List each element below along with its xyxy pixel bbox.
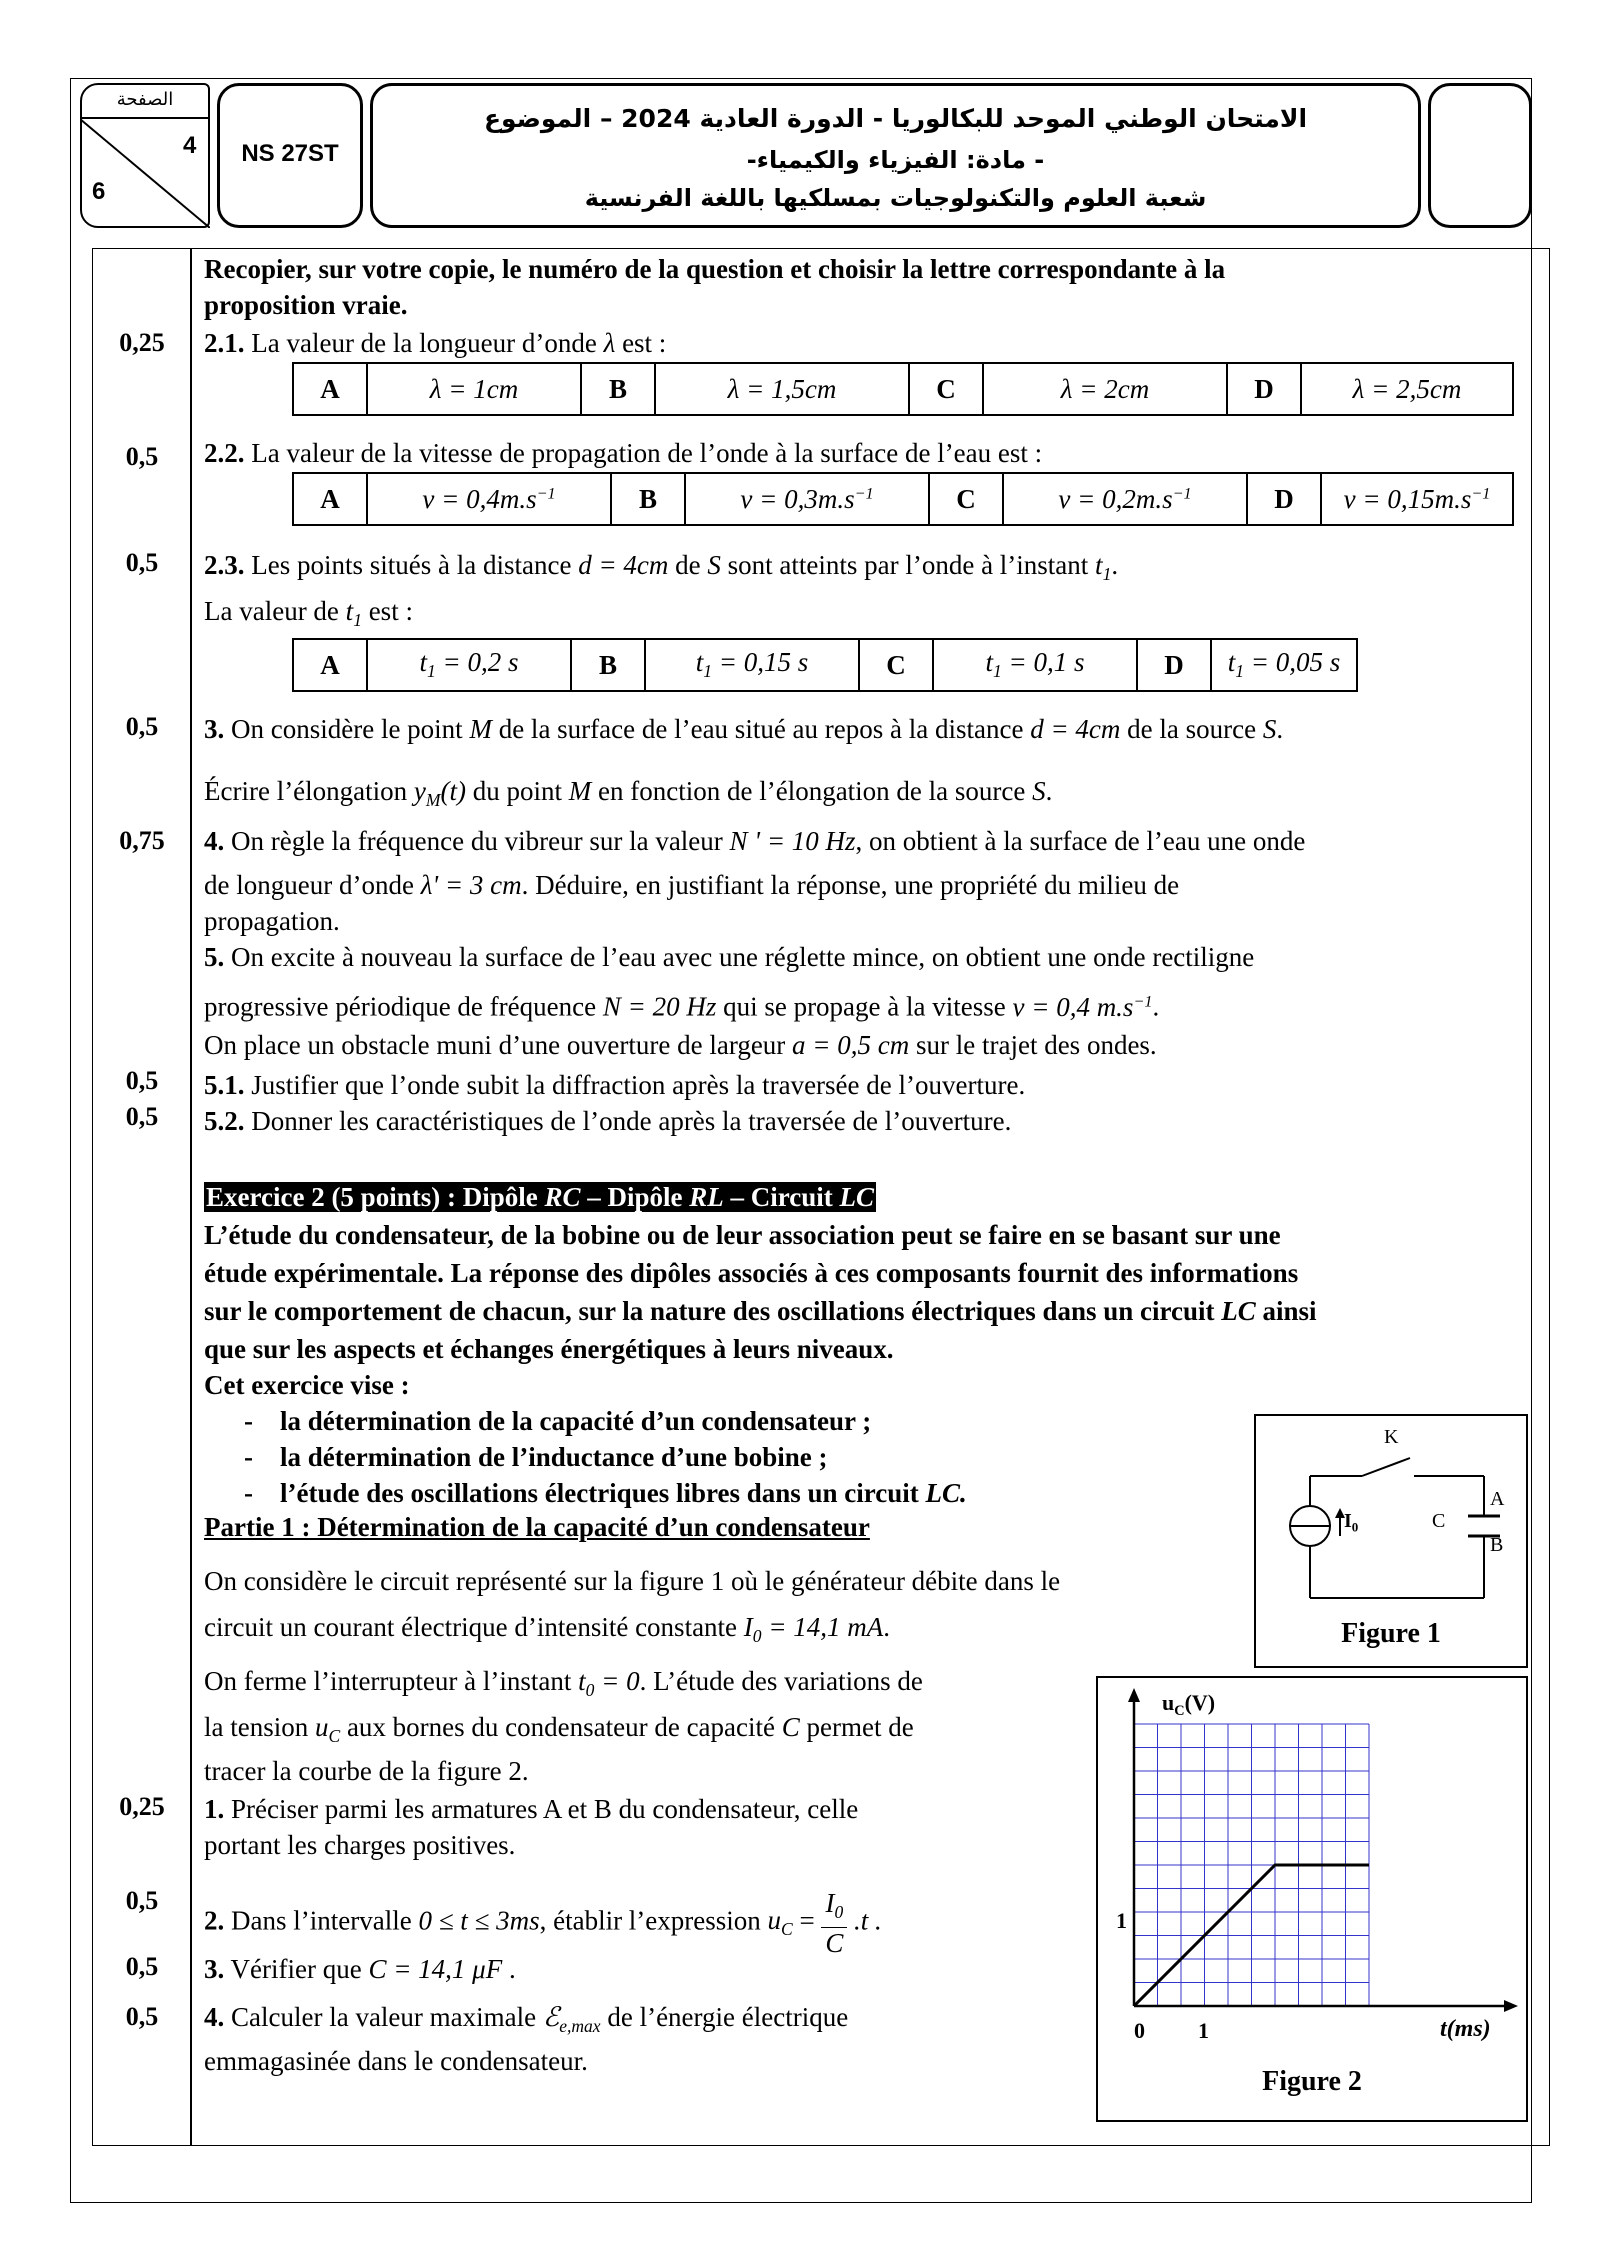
ex2-question-2: 2. Dans l’intervalle 0 ≤ t ≤ 3ms, établir l’expression $u_C$ = $\frac{I_0}{C}$ .t . — [204, 1888, 882, 1959]
exam-title-line2: - مادة: الفيزياء والكيمياء- — [746, 146, 1045, 174]
question-2-1 — [204, 326, 666, 360]
ex2-part1-title: Partie 1 : Détermination de la capacité d’un condensateur — [204, 1512, 870, 1542]
points-q4: 0,75 — [119, 826, 165, 855]
q4-text-a: On règle la fréquence du vibreur sur la valeur — [231, 826, 723, 856]
figure-1-plate-a: A — [1490, 1488, 1505, 1510]
ex2-aims-title: Cet exercice vise : — [204, 1370, 410, 1400]
points-ex2-q1: 0,25 — [119, 1792, 165, 1821]
q3-line2-source: S — [1032, 776, 1046, 806]
question-3-line2: Écrire l’élongation $y_M(t)$ du point M en fonction de l’élongation de la source S. — [204, 776, 1053, 811]
y-axis-arrow — [1128, 1688, 1140, 1702]
ex2-p1-line4: la tension $u_C$ aux bornes du condensateur de capacité C permet de — [204, 1712, 914, 1747]
figure-2-caption: Figure 2 — [1262, 2066, 1362, 2097]
ex2-energy-symbol: ℰ$_{e,max}$ — [542, 2002, 601, 2037]
chart-y-axis-label: $u_C(V)$ — [1162, 1690, 1216, 1719]
q22-option-b-letter[interactable]: B — [611, 473, 685, 525]
ex2-question-4: 4. Calculer la valeur maximale ℰ$_{e,max}$ de l’énergie électrique — [204, 2002, 849, 2037]
ex2-intro-line4: que sur les aspects et échanges énergétiques à leurs niveaux. — [204, 1334, 894, 1364]
q5-frequency: N = 20 Hz — [602, 991, 717, 1022]
chart-origin-label: 0 — [1134, 2018, 1145, 2043]
page-current: 4 — [183, 132, 197, 159]
q21-option-d-letter[interactable]: D — [1227, 363, 1301, 415]
ex2-t0: $t_0 = 0$ — [578, 1666, 640, 1701]
q3-text-a: On considère le point — [231, 714, 463, 744]
q21-option-d-value: λ = 2,5cm — [1301, 363, 1513, 415]
q22-option-a-value: $v = 0,4m.s^{-1}$ — [367, 473, 611, 525]
points-ex2-q3: 0,5 — [125, 1952, 159, 1981]
figure-1-switch-label: K — [1384, 1426, 1399, 1448]
question-5 — [204, 940, 1254, 974]
points-q21: 0,25 — [119, 328, 165, 357]
ex2-aim-3: - l’étude des oscillations électriques libres dans un circuit LC. — [244, 1478, 967, 1508]
q21-text: La valeur de la longueur d’onde — [251, 328, 597, 358]
points-q3: 0,5 — [125, 712, 159, 741]
q23-number: 2.3. — [204, 550, 245, 580]
ex2-p1-line1: On considère le circuit représenté sur la figure 1 où le générateur débite dans le — [204, 1566, 1061, 1596]
q4-text-b: , on obtient à la surface de l’eau une onde — [855, 826, 1306, 856]
chart-x-axis-label: t(ms) — [1440, 2016, 1491, 2042]
page-total: 6 — [92, 178, 106, 205]
points-ex2-q2: 0,5 — [125, 1886, 159, 1915]
q52-number: 5.2. — [204, 1106, 245, 1136]
q21-option-a-letter[interactable]: A — [293, 363, 367, 415]
ex2-intro-line3: sur le comportement de chacun, sur la nature des oscillations électriques dans un circuit LC ainsi — [204, 1296, 1317, 1326]
q5-line3-a: On place un obstacle muni d’une ouverture de largeur — [204, 1030, 786, 1060]
q3-elongation: $y_M(t)$ — [413, 776, 466, 811]
header-right-box — [1428, 83, 1532, 228]
q23-text-a: Les points situés à la distance — [251, 550, 572, 580]
q21-option-b-letter[interactable]: B — [581, 363, 655, 415]
q23-option-a-value: $t_1 = 0,2$ s — [367, 639, 571, 691]
question-2-3-line2 — [204, 594, 413, 637]
points-q51: 0,5 — [125, 1066, 159, 1095]
question-5-line3 — [204, 1028, 1157, 1062]
q22-option-b-value: $v = 0,3m.s^{-1}$ — [685, 473, 929, 525]
points-q52: 0,5 — [125, 1102, 159, 1131]
q3-point-m: M — [469, 714, 492, 744]
question-4 — [204, 824, 1305, 858]
ex2-uc: $u_C$ — [314, 1712, 341, 1747]
q21-option-c-letter[interactable]: C — [909, 363, 983, 415]
q22-options-table — [292, 472, 1514, 526]
q4-line2-b: . Déduire, en justifiant la réponse, une propriété du milieu de — [521, 870, 1180, 900]
question-5-2 — [204, 1104, 1011, 1138]
q21-option-c-value: λ = 2cm — [983, 363, 1227, 415]
exercise-2-title — [204, 1180, 876, 1214]
chart-y-tick-1: 1 — [1116, 1908, 1127, 1933]
question-2-3: 2.3. Les points situés à la distance d = 4cm de S sont atteints par l’onde à l’instant $t_1$. — [204, 550, 1119, 585]
figure-2-chart — [1096, 1676, 1528, 2122]
q4-wavelength: λ' = 3 cm — [420, 870, 522, 900]
q23-line2-a: La valeur de — [204, 596, 339, 626]
q5-line3-b: sur le trajet des ondes. — [916, 1030, 1157, 1060]
ex2-question-1: 1. Préciser parmi les armatures A et B du condensateur, celle — [204, 1794, 859, 1824]
q5-speed: v = 0,4 $m.s^{-1}$ — [1012, 991, 1153, 1022]
q23-option-b-value: $t_1 = 0,15$ s — [645, 639, 859, 691]
q5-line2-b: qui se propage à la vitesse — [723, 991, 1006, 1022]
question-4-line3: propagation. — [204, 906, 340, 936]
q51-number: 5.1. — [204, 1070, 245, 1100]
q22-number: 2.2. — [204, 438, 245, 468]
q5-line2-a: progressive périodique de fréquence — [204, 991, 597, 1022]
q23-t1: $t_1$ — [1095, 550, 1112, 585]
q23-line2-b: est : — [368, 596, 413, 626]
q22-option-d-value: $v = 0,15m.s^{-1}$ — [1321, 473, 1513, 525]
q23-option-c-letter[interactable]: C — [859, 639, 933, 691]
q21-number: 2.1. — [204, 328, 245, 358]
chart-axes — [1128, 1688, 1518, 2012]
ex2-intro-line1: L’étude du condensateur, de la bobine ou de leur association peut se faire en se basant sur une — [204, 1220, 1281, 1250]
q22-option-c-value: $v = 0,2m.s^{-1}$ — [1003, 473, 1247, 525]
q5-line1: On excite à nouveau la surface de l’eau avec une réglette mince, on obtient une onde rectiligne — [231, 942, 1255, 972]
q23-option-d-letter[interactable]: D — [1137, 639, 1211, 691]
points-q22: 0,5 — [125, 442, 159, 471]
question-5-line2: progressive périodique de fréquence N = 20 Hz qui se propage à la vitesse v = 0,4 $m.s^{-1}$. — [204, 991, 1160, 1022]
ex2-fraction: $\frac{I_0}{C}$ — [821, 1888, 847, 1958]
ex2-intro-line2: étude expérimentale. La réponse des dipôles associés à ces composants fournit des informations — [204, 1258, 1299, 1288]
q4-frequency: N ' = 10 Hz — [729, 826, 856, 856]
exam-title-line3: شعبة العلوم والتكنولوجيات بمسلكيها باللغة الفرنسية — [584, 184, 1207, 212]
q4-line2-a: de longueur d’onde — [204, 870, 414, 900]
figure-1-plate-b: B — [1490, 1534, 1504, 1556]
ex2-p1-line3: On ferme l’interrupteur à l’instant $t_0 = 0$. L’étude des variations de — [204, 1666, 923, 1701]
question-3: 3. On considère le point M de la surface de l’eau situé au repos à la distance d = 4cm de la source S. — [204, 714, 1284, 744]
exam-title-line1: الامتحان الوطني الموحد للبكالوريا - الدورة العادية 2024 – الموضوع — [483, 104, 1308, 133]
q23-source: S — [707, 550, 721, 580]
q3-line2-c: en fonction de l’élongation de la source — [598, 776, 1026, 806]
q21-option-a-value: λ = 1cm — [367, 363, 581, 415]
q23-option-d-value: $t_1 = 0,05$ s — [1211, 639, 1357, 691]
q21-end: est : — [622, 328, 667, 358]
q23-text-b: de — [675, 550, 701, 580]
q23-option-c-value: $t_1 = 0,1$ s — [933, 639, 1137, 691]
ex2-aim-1: - la détermination de la capacité d’un condensateur ; — [244, 1406, 872, 1436]
q4-number: 4. — [204, 826, 225, 856]
x-axis-arrow — [1504, 2000, 1518, 2012]
ex2-p1-line5: tracer la courbe de la figure 2. — [204, 1756, 529, 1786]
page-label: الصفحة — [80, 83, 210, 119]
q5-width: a = 0,5 cm — [792, 1030, 910, 1060]
ex2-question-1-line2: portant les charges positives. — [204, 1830, 516, 1860]
figure-1-caption: Figure 1 — [1341, 1618, 1441, 1649]
question-5-1 — [204, 1068, 1025, 1102]
q22-option-c-letter[interactable]: C — [929, 473, 1003, 525]
q3-text-c: de la source — [1127, 714, 1257, 744]
q22-text: La valeur de la vitesse de propagation de l’onde à la surface de l’eau est : — [251, 438, 1043, 468]
exam-code: NS 27ST — [241, 140, 339, 167]
instructions-line2: proposition vraie. — [204, 290, 408, 320]
q3-line2-a: Écrire l’élongation — [204, 776, 408, 806]
q21-option-b-value: λ = 1,5cm — [655, 363, 909, 415]
q22-option-a-letter[interactable]: A — [293, 473, 367, 525]
instructions-line1: Recopier, sur votre copie, le numéro de la question et choisir la lettre correspondante à la — [204, 254, 1226, 284]
q3-number: 3. — [204, 714, 225, 744]
q23-option-a-letter[interactable]: A — [293, 639, 367, 691]
exercise-2-heading: Exercice 2 (5 points) : Dipôle RC – Dipôle RL – Circuit LC — [206, 1182, 875, 1212]
q23-option-b-letter[interactable]: B — [571, 639, 645, 691]
points-ex2-q4: 0,5 — [125, 2002, 159, 2031]
q3-text-b: de la surface de l’eau situé au repos à la distance — [498, 714, 1024, 744]
ex2-current-i0: $I_0 = 14,1$ mA — [743, 1612, 884, 1647]
chart-x-tick-1: 1 — [1198, 2018, 1209, 2043]
ex2-p1-line2: circuit un courant électrique d’intensité constante $I_0 = 14,1$ mA. — [204, 1612, 891, 1647]
ex2-question-4-line2: emmagasinée dans le condensateur. — [204, 2046, 588, 2076]
q51-text: Justifier que l’onde subit la diffraction après la traversée de l’ouverture. — [251, 1070, 1026, 1100]
figure-1-source-label: $I_0$ — [1344, 1510, 1359, 1535]
question-2-2 — [204, 436, 1042, 470]
ex2-aim-2: - la détermination de l’inductance d’une bobine ; — [244, 1442, 828, 1472]
points-q23: 0,5 — [125, 548, 159, 577]
q52-text: Donner les caractéristiques de l’onde après la traversée de l’ouverture. — [251, 1106, 1012, 1136]
q5-number: 5. — [204, 942, 225, 972]
figure-1-capacitor-label: C — [1432, 1510, 1446, 1532]
q3-line2-b: du point — [472, 776, 563, 806]
q23-distance: d = 4cm — [578, 550, 669, 580]
q23-text-c: sont atteints par l’onde à l’instant — [727, 550, 1089, 580]
q23-line2-t1: $t_1$ — [345, 596, 362, 631]
q3-line2-m: M — [568, 776, 592, 806]
q3-source: S — [1262, 714, 1277, 744]
q21-lambda: λ — [603, 328, 616, 358]
question-4-line2 — [204, 868, 1179, 902]
q3-distance: d = 4cm — [1030, 714, 1121, 744]
points-column-divider — [190, 248, 192, 2146]
q23-options-table — [292, 638, 1358, 692]
q22-option-d-letter[interactable]: D — [1247, 473, 1321, 525]
ex2-question-3: 3. Vérifier que C = 14,1 μF . — [204, 1954, 516, 1984]
q21-options-table — [292, 362, 1514, 416]
